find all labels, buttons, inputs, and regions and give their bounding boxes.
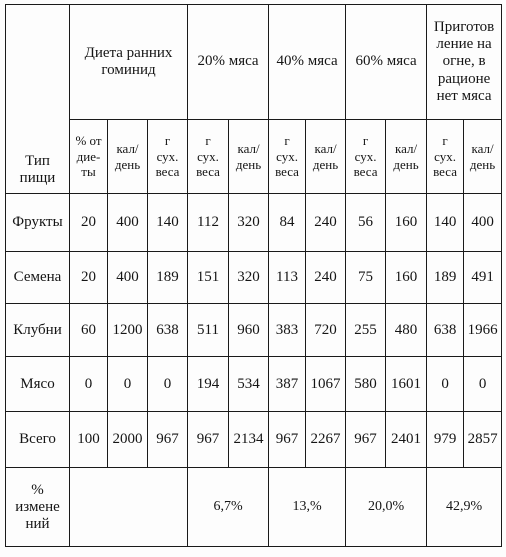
percent-change-meat60: 20,0% <box>346 468 427 547</box>
table-cell: 189 <box>427 252 464 304</box>
group-header-row <box>6 5 502 120</box>
group-header-meat60 <box>346 5 427 120</box>
table-cell: 2267 <box>306 412 346 468</box>
table-cell: 491 <box>464 252 502 304</box>
subheader-row <box>6 120 502 194</box>
subheader-label: кал/ день <box>312 140 339 172</box>
table-cell: 2857 <box>464 412 502 468</box>
table-cell: 189 <box>148 252 188 304</box>
table-row <box>6 357 502 412</box>
table-cell: 0 <box>70 357 108 412</box>
table-cell: 320 <box>229 252 269 304</box>
subheader-g-dry <box>346 120 386 194</box>
subheader-label: кал/ день <box>393 140 419 172</box>
table-cell: 638 <box>148 304 188 357</box>
subheader-g-dry <box>269 120 306 194</box>
subheader-g-dry <box>148 120 188 194</box>
subheader-label: % от дие- ты <box>75 133 102 180</box>
subheader-label: кал/ день <box>235 140 262 172</box>
table-cell: 160 <box>386 194 427 252</box>
subheader-cal-day <box>108 120 148 194</box>
table-cell: 60 <box>70 304 108 357</box>
table-cell: 84 <box>269 194 306 252</box>
table-cell: 140 <box>148 194 188 252</box>
percent-change-meat20: 6,7% <box>188 468 269 547</box>
table-cell: 1200 <box>108 304 148 357</box>
table-cell: 56 <box>346 194 386 252</box>
table-cell: 0 <box>108 357 148 412</box>
table-cell: 1966 <box>464 304 502 357</box>
subheader-label: кал/ день <box>114 140 141 172</box>
subheader-pct-of-diet <box>70 120 108 194</box>
group-label-early-hominid: Диета ранних гоминид <box>84 44 173 78</box>
percent-change-meat40: 13,% <box>269 468 346 547</box>
subheader-label: кал/ день <box>469 140 496 172</box>
subheader-g-dry <box>188 120 229 194</box>
table-cell: 580 <box>346 357 386 412</box>
percent-change-cooked: 42,9% <box>427 468 502 547</box>
table-cell: 534 <box>229 357 269 412</box>
subheader-label: г сух. веса <box>433 133 457 180</box>
table-cell: 75 <box>346 252 386 304</box>
table-cell: 194 <box>188 357 229 412</box>
subheader-cal-day <box>464 120 502 194</box>
table-cell: 255 <box>346 304 386 357</box>
group-label-meat20: 20% мяса <box>197 53 259 70</box>
percent-change-label: % измене ний <box>15 481 60 532</box>
table-cell: 0 <box>148 357 188 412</box>
table-cell: 511 <box>188 304 229 357</box>
subheader-cal-day <box>306 120 346 194</box>
percent-change-row <box>6 468 502 547</box>
food-type-header <box>6 5 70 194</box>
table-cell: 160 <box>386 252 427 304</box>
table-cell: 113 <box>269 252 306 304</box>
table-cell: 151 <box>188 252 229 304</box>
table-cell: 240 <box>306 194 346 252</box>
table-cell: 967 <box>148 412 188 468</box>
row-label-fruits: Фрукты <box>6 194 70 252</box>
table-cell: 100 <box>70 412 108 468</box>
table-cell: 320 <box>229 194 269 252</box>
table-cell: 387 <box>269 357 306 412</box>
row-label-meat: Мясо <box>6 357 70 412</box>
table-row <box>6 194 502 252</box>
group-label-meat60: 60% мяса <box>355 53 417 70</box>
group-label-meat40: 40% мяса <box>276 53 338 70</box>
table-cell: 400 <box>464 194 502 252</box>
table-row <box>6 412 502 468</box>
table-cell: 0 <box>464 357 502 412</box>
diet-comparison-table <box>5 4 502 547</box>
subheader-cal-day <box>229 120 269 194</box>
table-cell: 112 <box>188 194 229 252</box>
table-cell: 1067 <box>306 357 346 412</box>
subheader-label: г сух. веса <box>155 133 180 180</box>
subheader-cal-day <box>386 120 427 194</box>
percent-change-early-hominid <box>70 468 188 547</box>
table-cell: 400 <box>108 194 148 252</box>
table-cell: 638 <box>427 304 464 357</box>
table-cell: 967 <box>188 412 229 468</box>
table-cell: 1601 <box>386 357 427 412</box>
table-cell: 383 <box>269 304 306 357</box>
food-type-header-label: Тип пищи <box>19 152 56 186</box>
table-cell: 140 <box>427 194 464 252</box>
table-cell: 20 <box>70 194 108 252</box>
table-cell: 400 <box>108 252 148 304</box>
table-cell: 2000 <box>108 412 148 468</box>
table-cell: 2401 <box>386 412 427 468</box>
table-cell: 967 <box>346 412 386 468</box>
subheader-label: г сух. веса <box>353 133 378 180</box>
table-cell: 960 <box>229 304 269 357</box>
table-cell: 979 <box>427 412 464 468</box>
table-cell: 240 <box>306 252 346 304</box>
table-row <box>6 252 502 304</box>
subheader-g-dry <box>427 120 464 194</box>
table-cell: 480 <box>386 304 427 357</box>
table-cell: 720 <box>306 304 346 357</box>
subheader-label: г сух. веса <box>275 133 299 180</box>
table-cell: 20 <box>70 252 108 304</box>
row-label-seeds: Семена <box>6 252 70 304</box>
table-cell: 967 <box>269 412 306 468</box>
group-header-meat20 <box>188 5 269 120</box>
table-cell: 2134 <box>229 412 269 468</box>
table-row <box>6 304 502 357</box>
table-cell: 0 <box>427 357 464 412</box>
row-label-total: Всего <box>6 412 70 468</box>
row-label-tubers: Клубни <box>6 304 70 357</box>
row-label-percent-change <box>6 468 70 547</box>
group-header-early-hominid <box>70 5 188 120</box>
group-header-cooked <box>427 5 502 120</box>
group-label-cooked: Приготов ление на огне, в рационе нет мяса <box>433 18 495 104</box>
group-header-meat40 <box>269 5 346 120</box>
subheader-label: г сух. веса <box>196 133 220 180</box>
